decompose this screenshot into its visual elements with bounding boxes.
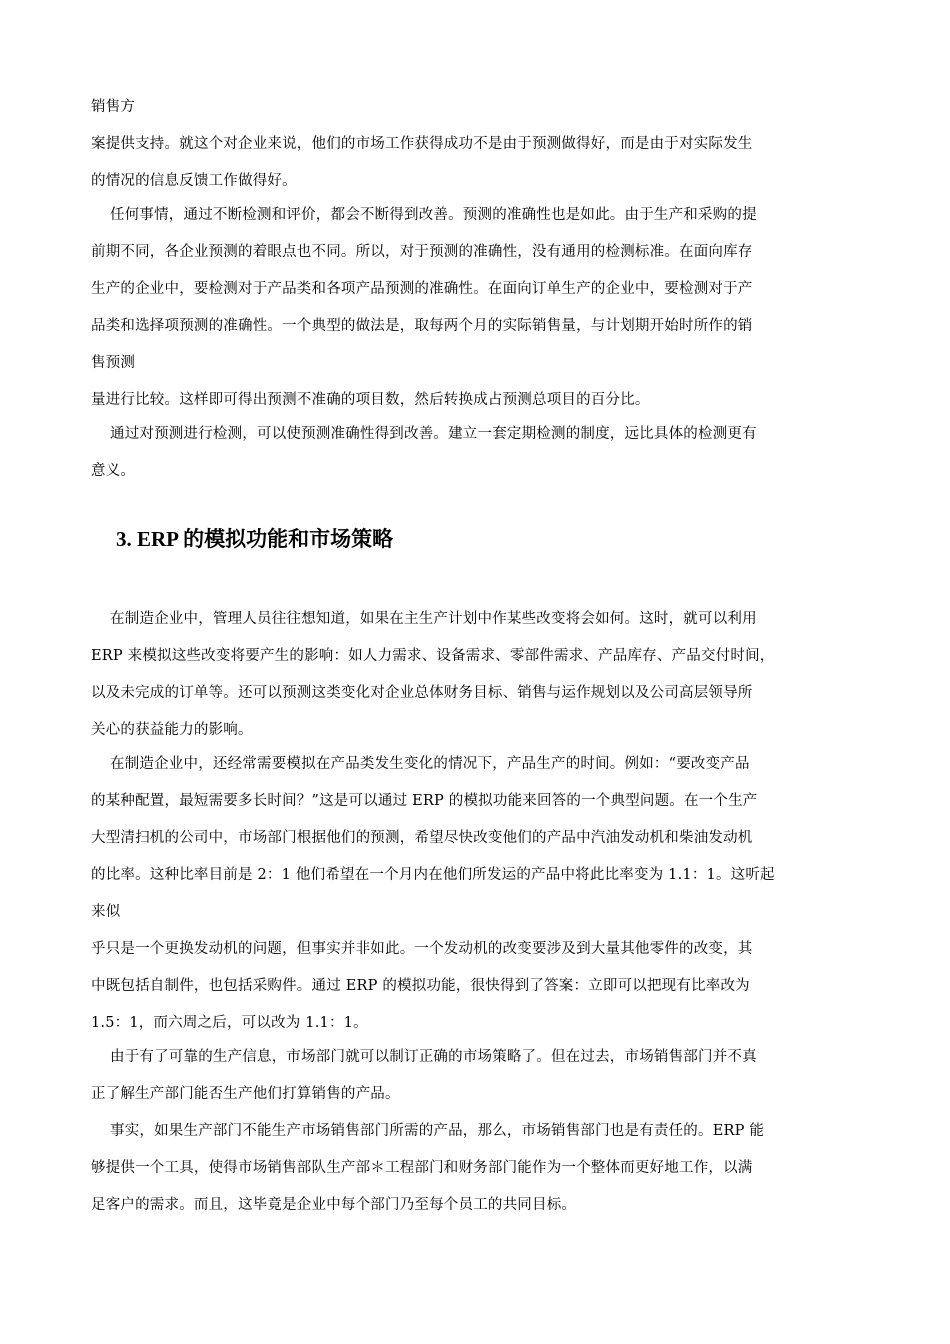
text-line: 量进行比较。这样即可得出预测不准确的项目数，然后转换成占预测总项目的百分比。 (91, 392, 650, 408)
text-line: 售预测 (91, 355, 136, 371)
text-line: 关心的获益能力的影响。 (91, 722, 253, 738)
text-line: 的某种配置，最短需要多长时间？”这是可以通过 ERP 的模拟功能来回答的一个典型问题。在一个生产 (91, 793, 758, 809)
text-line: 在制造企业中，管理人员往往想知道，如果在主生产计划中作某些改变将会如何。这时，就可以利用 (110, 611, 757, 627)
text-line: 事实，如果生产部门不能生产市场销售部门所需的产品，那么，市场销售部门也是有责任的。ERP 能 (110, 1123, 765, 1139)
text-line: 在制造企业中，还经常需要模拟在产品类发生变化的情况下，产品生产的时间。例如：“要改变产品 (110, 756, 750, 772)
text-line: 生产的企业中，要检测对于产品类和各项产品预测的准确性。在面向订单生产的企业中，要检测对于产 (91, 281, 753, 297)
text-line: 乎只是一个更换发动机的问题，但事实并非如此。一个发动机的改变要涉及到大量其他零件的改变，其 (91, 941, 753, 957)
text-line: 来似 (91, 904, 121, 920)
text-line: 1.5：1，而六周之后，可以改为 1.1：1。 (91, 1015, 368, 1031)
text-line: 意义。 (91, 463, 136, 479)
text-line: 大型清扫机的公司中，市场部门根据他们的预测，希望尽快改变他们的产品中汽油发动机和柴油发动机 (91, 830, 753, 846)
text-line: 通过对预测进行检测，可以使预测准确性得到改善。建立一套定期检测的制度，远比具体的检测更有 (110, 426, 757, 442)
text-line: 由于有了可靠的生产信息，市场部门就可以制订正确的市场策略了。但在过去，市场销售部门并不真 (110, 1049, 757, 1065)
text-line: 任何事情，通过不断检测和评价，都会不断得到改善。预测的准确性也是如此。由于生产和采购的提 (110, 207, 757, 223)
text-line: 的比率。这种比率目前是 2：1 他们希望在一个月内在他们所发运的产品中将此比率变为 1.1：1。这听起 (91, 867, 775, 883)
text-line: 前期不同，各企业预测的着眼点也不同。所以，对于预测的准确性，没有通用的检测标准。在面向库存 (91, 244, 753, 260)
text-line: 正了解生产部门能否生产他们打算销售的产品。 (91, 1086, 400, 1102)
text-line: 销售方 (91, 99, 136, 115)
text-line: 足客户的需求。而且，这毕竟是企业中每个部门乃至每个员工的共同目标。 (91, 1197, 577, 1213)
section-heading: 3. ERP 的模拟功能和市场策略 (116, 527, 394, 551)
text-line: 的情况的信息反馈工作做得好。 (91, 173, 297, 189)
text-line: 案提供支持。就这个对企业来说，他们的市场工作获得成功不是由于预测做得好，而是由于对实际发生 (91, 136, 753, 152)
text-line: 品类和选择项预测的准确性。一个典型的做法是，取每两个月的实际销售量，与计划期开始时所作的销 (91, 318, 753, 334)
text-line: 够提供一个工具，使得市场销售部队生产部＊工程部门和财务部门能作为一个整体而更好地工作，以满 (91, 1160, 753, 1176)
text-line: 中既包括自制件，也包括采购件。通过 ERP 的模拟功能，很快得到了答案：立即可以把现有比率改为 (91, 978, 750, 994)
text-line: ERP 来模拟这些改变将要产生的影响：如人力需求、设备需求、零部件需求、产品库存、产品交付时间， (91, 648, 775, 664)
text-line: 以及未完成的订单等。还可以预测这类变化对企业总体财务目标、销售与运作规划以及公司高层领导所 (91, 685, 753, 701)
